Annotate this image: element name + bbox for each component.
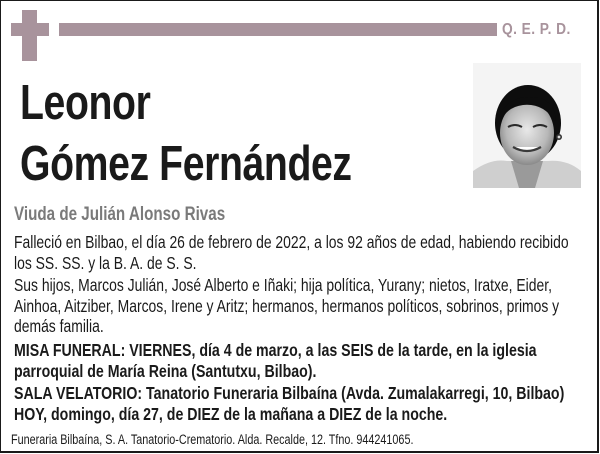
qepd-label: Q. E. P. D. bbox=[502, 21, 571, 38]
widow-of-line: Viuda de Julián Alonso Rivas bbox=[14, 204, 226, 225]
funeral-home-footer: Funeraria Bilbaína, S. A. Tanatorio-Crematorio. Alda. Recalde, 12. Tfno. 944241065. bbox=[11, 432, 414, 447]
death-notice-text: Falleció en Bilbao, el día 26 de febrero de 2022, a los 92 años de edad, habiendo recibido los SS. SS. y la B. A. de S. S. bbox=[14, 232, 569, 273]
header-divider-bar bbox=[59, 23, 497, 36]
cross-icon-horizontal bbox=[11, 23, 49, 36]
wake-room-text: SALA VELATORIO: Tanatorio Funeraria Bilbaína (Avda. Zumalakarregi, 10, Bilbao) HOY, domingo, día 27, de DIEZ de la mañana a DIEZ de la noche. bbox=[14, 383, 565, 424]
portrait-image bbox=[473, 63, 581, 188]
deceased-first-name: Leonor bbox=[20, 76, 151, 130]
deceased-surnames: Gómez Fernández bbox=[20, 137, 352, 191]
funeral-mass-text: MISA FUNERAL: VIERNES, día 4 de marzo, a las SEIS de la tarde, en la iglesia parroquial de María Reina (Santutxu, Bilbao). bbox=[14, 340, 537, 381]
family-text: Sus hijos, Marcos Julián, José Alberto e Iñaki; hija política, Yurany; nietos, Iratxe, Eider, Ainhoa, Aitziber, Marcos, Irene y Aritz; hermanos, hermanos políticos, sobrinos, primos y demás familia. bbox=[14, 275, 560, 336]
portrait-photo bbox=[473, 63, 581, 188]
